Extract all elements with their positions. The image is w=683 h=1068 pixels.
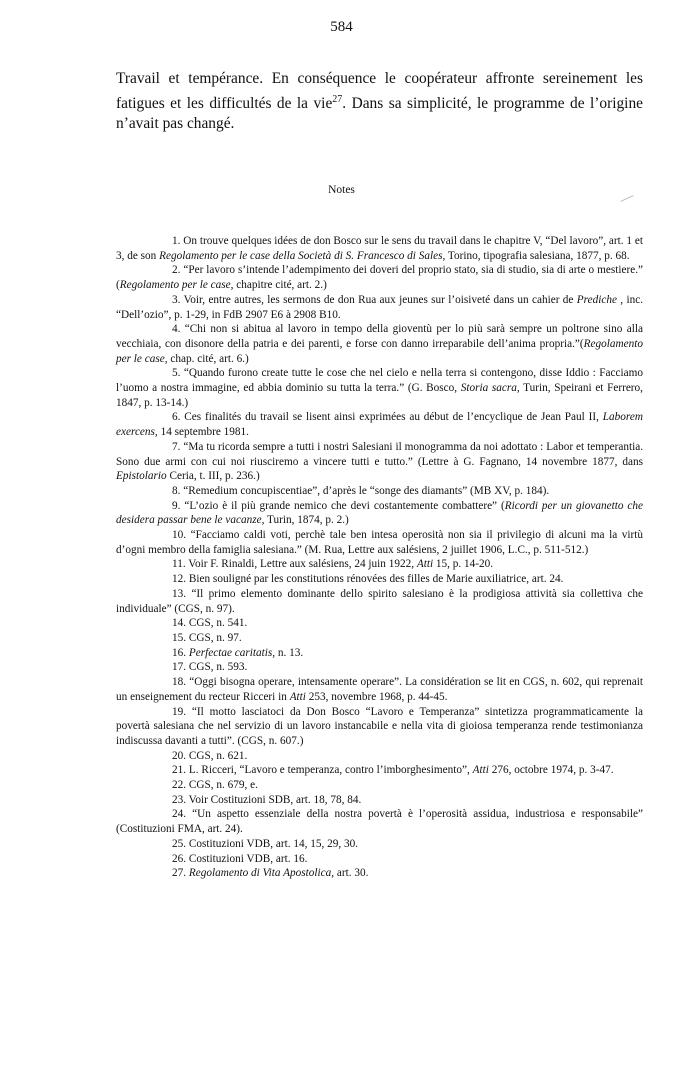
note-item	[116, 778, 643, 793]
note-item	[116, 572, 643, 587]
note-text: “Un aspetto essenziale della nostra povertà è l’operosità assidua, industriosa e responsabile” (Costituzioni FMA, art. 24).	[116, 808, 643, 836]
note-number: 15 .	[172, 632, 189, 644]
note-item	[116, 293, 643, 322]
note-number: 19 .	[172, 706, 192, 718]
note-text: “Facciamo caldi voti, perchè tale ben intesa operosità non sia il privilegio di alcuni ma la virtù d’ogni membro della famiglia salesiana.” (M. Rua, Lettre aux salésiens, 2 juillet 1906, L.C., p. 511-512.)	[116, 529, 643, 556]
note-number: 13 .	[172, 588, 191, 600]
note-item	[116, 499, 643, 528]
note-item	[116, 484, 643, 499]
note-text: Ces finalités du travail se lisent ainsi exprimées au début de l’encyclique de Jean Paul II, Laborem exercens, 14 septembre 1981.	[116, 411, 644, 439]
note-number: 5 .	[172, 367, 184, 379]
note-number: 1 .	[172, 235, 183, 247]
note-number: 12 .	[172, 573, 189, 585]
note-number: 6 .	[172, 411, 184, 423]
note-number: 9 .	[172, 500, 184, 512]
note-number: 7 .	[172, 441, 183, 453]
note-number: 8 .	[172, 485, 183, 497]
notes-list	[116, 234, 643, 881]
note-number: 27 .	[172, 867, 189, 879]
note-text: “Il primo elemento dominante dello spirito salesiano è la prodigiosa attività sia collettiva che individuale” (CGS, n. 97).	[116, 587, 643, 615]
note-text: “Quando furono create tutte le cose che nel cielo e nella terra si contengono, disse Iddio : Facciamo l’uomo a nostra immagine, ed abbia dominio su tutta la terra.” (G. Bosco, Storia sacra, Turin, Speirani et Ferrero, 1847, p. 13-14.)	[116, 367, 643, 409]
note-number: 22 .	[172, 779, 189, 791]
page-number: 584	[330, 19, 353, 35]
note-number: 17 .	[172, 661, 189, 673]
note-text: Bien souligné par les constitutions rénovées des filles de Marie auxiliatrice, art. 24.	[188, 573, 564, 586]
note-item	[116, 263, 643, 292]
note-item	[116, 410, 643, 439]
note-text: “Oggi bisogna operare, intensamente operare”. La considération se lit en CGS, n. 602, qui reprenait un enseignement du recteur Ricceri in Atti 253, novembre 1968, p. 44-45.	[116, 676, 643, 703]
note-text: “L’ozio è il più grande nemico che devi costantemente combattere” (Ricordi per un giovanetto che desidera passar bene le vacanze, Turin, 1874, p. 2.)	[116, 499, 643, 527]
note-number: 20 .	[172, 750, 189, 762]
note-text: CGS, n. 541.	[188, 617, 248, 630]
note-item	[116, 528, 643, 557]
note-number: 14 .	[172, 617, 189, 629]
note-text: CGS, n. 593.	[188, 661, 248, 674]
note-text: CGS, n. 97.	[188, 631, 242, 644]
note-item	[116, 557, 643, 572]
note-text: Voir, entre autres, les sermons de don Rua aux jeunes sur l’oisiveté dans un cahier de Prediche , inc. “Dell’ozio”, p. 1-29, in FdB 2907 E6 à 2908 B10.	[116, 293, 644, 321]
note-item	[116, 366, 643, 410]
note-text: Voir F. Rinaldi, Lettre aux salésiens, 24 juin 1922, Atti 15, p. 14-20.	[188, 558, 494, 571]
note-text: Costituzioni VDB, art. 14, 15, 29, 30.	[188, 837, 359, 850]
note-number: 16 .	[172, 647, 189, 659]
notes-heading: Notes	[328, 184, 355, 196]
note-text: “Ma tu ricorda sempre a tutti i nostri Salesiani il monogramma da noi adottato : Labor et temperantia. Sono due armi con cui noi riusciremo a vincere tutti e tutto.” (Lettre à G. Fagnano, 14 novembre 1877, dans Epistolario Ceria, t. III, p. 236.)	[116, 440, 643, 483]
note-item	[116, 322, 643, 366]
note-item	[116, 631, 643, 646]
note-text: “Il motto lasciatoci da Don Bosco “Lavoro e Temperanza” sintetizza programmaticamente la povertà salesiana che nel servizio di un lavoro instancabile e nella vita di gioiosa temperanza rende testimonianza indiscussa davanti a tutti”. (CGS, n. 607.)	[116, 705, 643, 747]
note-item	[116, 440, 643, 484]
note-number: 26 .	[172, 853, 189, 865]
note-item	[116, 807, 643, 836]
note-number: 10 .	[172, 529, 191, 541]
note-number: 3 .	[172, 294, 184, 306]
footnote-ref: 27	[332, 93, 343, 105]
note-text: Costituzioni VDB, art. 16.	[188, 852, 308, 865]
note-item	[116, 234, 643, 263]
note-text: Voir Costituzioni SDB, art. 18, 78, 84.	[188, 793, 362, 806]
note-text: CGS, n. 621.	[188, 749, 248, 762]
note-item	[116, 852, 643, 867]
note-text: L. Ricceri, “Lavoro e temperanza, contro l’imborghesimento”, Atti 276, octobre 1974, p. 3-47.	[188, 764, 614, 777]
note-item	[116, 587, 643, 616]
note-text: “Per lavoro s’intende l’adempimento dei doveri del proprio stato, sia di studio, sia di arte o mestiere.” (Regolamento per le case, chapitre cité, art. 2.)	[116, 264, 644, 292]
note-item	[116, 646, 643, 661]
note-item	[116, 660, 643, 675]
note-item	[116, 616, 643, 631]
note-text: CGS, n. 679, e.	[188, 779, 258, 792]
note-text: Regolamento di Vita Apostolica, art. 30.	[188, 867, 369, 880]
note-text: “Remedium concupiscentiae”, d’après le “songe des diamants” (MB XV, p. 184).	[183, 484, 550, 497]
note-item	[116, 866, 643, 881]
note-number: 23 .	[172, 794, 189, 806]
note-item	[116, 837, 643, 852]
note-number: 2 .	[172, 264, 183, 276]
note-number: 25 .	[172, 838, 189, 850]
note-number: 21 .	[172, 764, 189, 776]
note-text: Perfectae caritatis, n. 13.	[188, 646, 304, 659]
note-item	[116, 793, 643, 808]
note-item	[116, 763, 643, 778]
note-text: On trouve quelques idées de don Bosco sur le sens du travail dans le chapitre V, “Del lavoro”, art. 1 et 3, de son Regolamento per le case della Società di S. Francesco di Sales, Torino, tipografia salesiana, 1877, p. 68.	[116, 235, 643, 262]
note-number: 18 .	[172, 676, 189, 688]
body-paragraph: Travail et tempérance. En conséquence le coopérateur affronte sereinement les fatigues et les difficultés de la vie$^{27}$. Dans sa simplicité, le programme de l’origine n’avait pas changé.	[116, 70, 643, 133]
note-item	[116, 749, 643, 764]
note-text: “Chi non si abitua al lavoro in tempo della gioventù per lo più sarà sempre un poltrone sino alla vecchiaia, con disonore della patria e dei parenti, e forse con danno irreparabile dell’anima propria.”(Regolamento per le case, chap. cité, art. 6.)	[116, 323, 643, 365]
scan-mark	[620, 195, 633, 202]
note-item	[116, 705, 643, 749]
note-number: 24 .	[172, 808, 192, 820]
note-item	[116, 675, 643, 704]
note-number: 11 .	[172, 558, 188, 570]
note-number: 4 .	[172, 323, 185, 335]
